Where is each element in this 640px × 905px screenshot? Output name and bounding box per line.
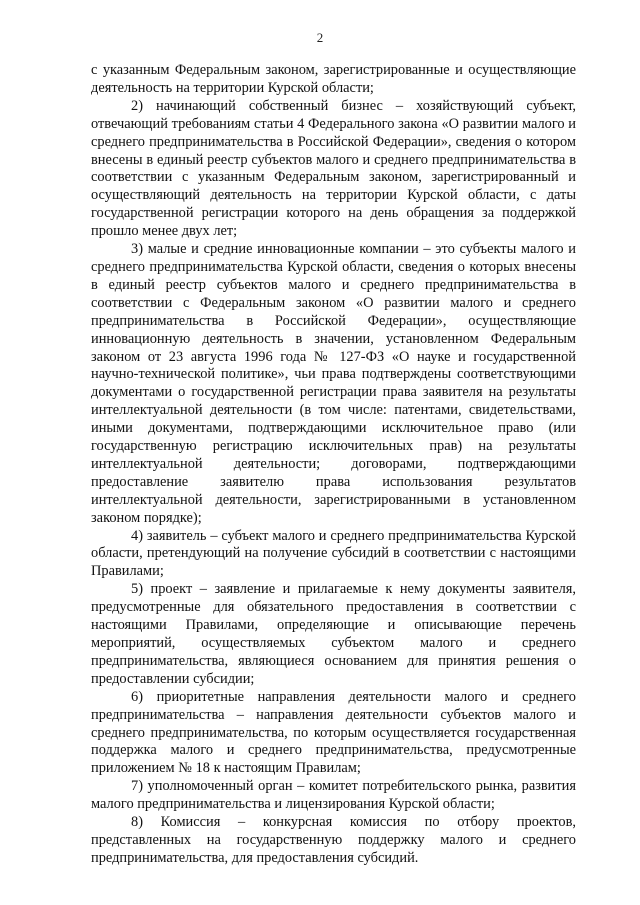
paragraph-continuation: с указанным Федеральным законом, зарегистрированные и осуществляющие деятельность на территории Курской области; bbox=[91, 62, 576, 96]
paragraph-item-2: 2) начинающий собственный бизнес – хозяйствующий субъект, отвечающий требованиям статьи 4 Федерального закона «О развитии малого и среднего предпринимательства в Российской Федерации», сведения о котором внесены в единый реестр субъектов малого и среднего предпринимательства в соответствии с указанным Федеральным законом, зарегистрированный и осуществляющий деятельность на территории Курской области, с даты государственной регистрации которого на день обращения за поддержкой прошло менее двух лет; bbox=[91, 97, 576, 240]
paragraph-item-3: 3) малые и средние инновационные компании – это субъекты малого и среднего предпринимательства Курской области, сведения о которых внесены в единый реестр субъектов малого и среднего предпринимательства в соответствии с Федеральным законом «О развитии малого и среднего предпринимательства в Российской Федерации», осуществляющие инновационную деятельность в значении, установленном Федеральным законом от 23 августа 1996 года № 127-ФЗ «О науке и государственной научно-технической политике», чьи права подтверждены соответствующими документами о государственной регистрации права заявителя на результаты интеллектуальной деятельности (в том числе: патентами, свидетельствами, иными документами, подтверждающими исключительное право (или государственную регистрацию исключительных прав) на результаты интеллектуальной деятельности; договорами, подтверждающими предоставление заявителю права использования результатов интеллектуальной деятельности, зарегистрированными в установленном законом порядке); bbox=[91, 241, 576, 526]
paragraph-item-5: 5) проект – заявление и прилагаемые к нему документы заявителя, предусмотренные для обязательного предоставления в соответствии с настоящими Правилами, определяющие и описывающие перечень мероприятий, осуществляемых субъектом малого и среднего предпринимательства, являющиеся основанием для принятия решения о предоставлении субсидии; bbox=[91, 581, 576, 687]
paragraph-item-8: 8) Комиссия – конкурсная комиссия по отбору проектов, представленных на государственную поддержку малого и среднего предпринимательства, для предоставления субсидий. bbox=[91, 814, 576, 866]
document-body bbox=[91, 62, 576, 868]
page-number: 2 bbox=[316, 30, 324, 45]
paragraph-item-7: 7) уполномоченный орган – комитет потребительского рынка, развития малого предпринимательства и лицензирования Курской области; bbox=[91, 778, 576, 813]
paragraph-item-4: 4) заявитель – субъект малого и среднего предпринимательства Курской области, претендующий на получение субсидий в соответствии с настоящими Правилами; bbox=[91, 527, 576, 580]
paragraph-item-6: 6) приоритетные направления деятельности малого и среднего предпринимательства – направления деятельности субъектов малого и среднего предпринимательства, по которым осуществляется государственная поддержка малого и среднего предпринимательства, предусмотренные приложением № 18 к настоящим Правилам; bbox=[91, 688, 576, 777]
